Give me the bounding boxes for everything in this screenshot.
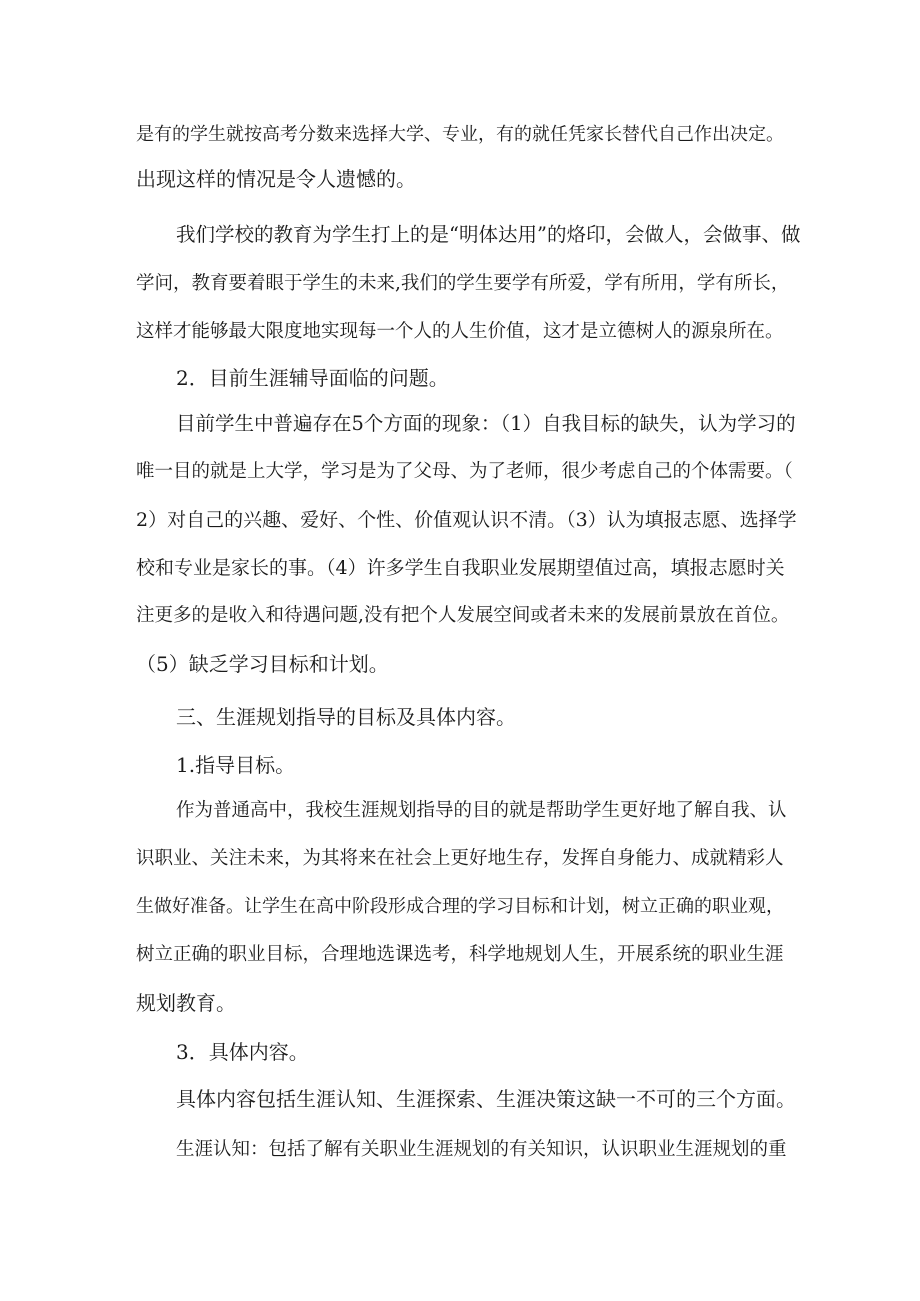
text-line: 唯一目的就是上大学，学习是为了父母、为了老师，很少考虑自己的个体需要。（	[136, 461, 793, 482]
text-line: 注更多的是收入和待遇问题,没有把个人发展空间或者未来的发展前景放在首位。	[136, 605, 790, 626]
text-line: 规划教育。	[136, 991, 236, 1015]
section-heading: 1.指导目标。	[176, 753, 296, 777]
section-heading: 三、生涯规划指导的目标及具体内容。	[176, 705, 516, 729]
text-line: 学问，教育要着眼于学生的未来,我们的学生要学有所爱，学有所用，学有所长，	[136, 273, 790, 294]
text-line: 我们学校的教育为学生打上的是“明体达用”的烙印，会做人，会做事、做	[176, 223, 801, 246]
text-line: 这样才能够最大限度地实现每一个人的人生价值，这才是立德树人的源泉所在。	[136, 321, 784, 342]
text-line: 具体内容包括生涯认知、生涯探索、生涯决策这缺一不可的三个方面。	[176, 1087, 796, 1111]
section-heading: 3．具体内容。	[176, 1040, 309, 1064]
text-line: 生涯认知：包括了解有关职业生涯规划的有关知识，认识职业生涯规划的重	[176, 1139, 787, 1160]
text-line: （5）缺乏学习目标和计划。	[136, 652, 389, 676]
text-line: 识职业、关注未来，为其将来在社会上更好地生存，发挥自身能力、成就精彩人	[136, 848, 784, 869]
text-line: 生做好准备。让学生在高中阶段形成合理的学习目标和计划，树立正确的职业观，	[136, 896, 784, 917]
text-line: 树立正确的职业目标，合理地选课选考，科学地规划人生，开展系统的职业生涯	[136, 944, 784, 965]
text-line: 校和专业是家长的事。（4）许多学生自我职业发展期望值过高，填报志愿时关	[136, 557, 785, 579]
text-line: 目前学生中普遍存在5个方面的现象：（1）自我目标的缺失，认为学习的	[176, 412, 796, 435]
section-heading: 2．目前生涯辅导面临的问题。	[176, 366, 449, 390]
text-line: 作为普通高中，我校生涯规划指导的目的就是帮助学生更好地了解自我、认	[176, 800, 787, 821]
text-line: 是有的学生就按高考分数来选择大学、专业，有的就任凭家长替代自己作出决定。	[136, 124, 784, 145]
text-line: 出现这样的情况是令人遗憾的。	[136, 167, 416, 191]
text-line: 2）对自己的兴趣、爱好、个性、价值观认识不清。（3）认为填报志愿、选择学	[136, 509, 797, 531]
